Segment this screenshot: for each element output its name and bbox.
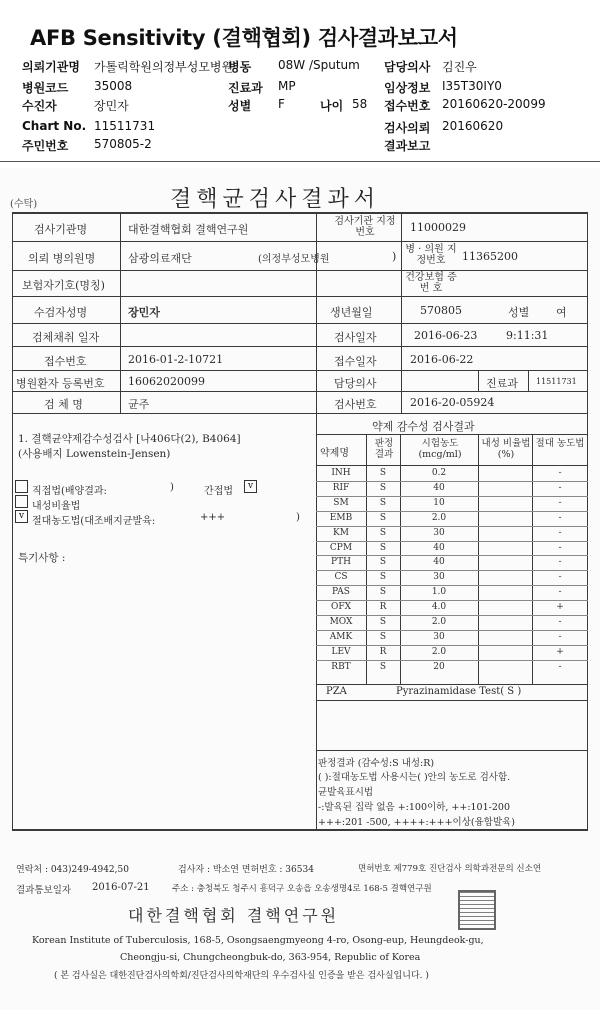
exam-no-value: 2016-20-05924	[410, 396, 495, 409]
sens-cell-result: S	[379, 572, 387, 583]
grid-line	[316, 700, 588, 701]
sens-cell-conc: 20	[433, 661, 445, 672]
req-hosp-label: 의뢰 병의원명	[28, 252, 96, 265]
sens-cell-drug: OFX	[330, 602, 352, 613]
grid-line	[12, 270, 588, 271]
clinical-label: 임상정보	[384, 81, 431, 95]
specialist-info: 면허번호 제779호 진단검사 의학과전문의 신소연	[358, 864, 542, 874]
sens-cell-drug: CS	[334, 572, 348, 583]
col-result: 판정 결과	[374, 438, 394, 460]
test-date-label: 검사일자	[334, 331, 377, 344]
ward-label: 병동	[228, 60, 252, 74]
hospital-value: 가톨릭학원의정부성모병원	[94, 60, 234, 74]
org-address-en-1: Korean Institute of Tuberculosis, 168-5, Osongsaengmyeong 4-ro, Osong-eup, Heungdeok-gu,	[32, 935, 484, 946]
lab-code-label: 검사기관 지정번호	[334, 216, 396, 238]
control-growth-value: +++	[200, 512, 226, 523]
grid-line	[401, 212, 402, 413]
grid-line	[478, 370, 479, 391]
official-seal-stamp	[458, 890, 496, 930]
ratio-method-checkbox	[15, 495, 28, 508]
sens-table-row	[316, 481, 588, 496]
form-doctor-label: 담당의사	[334, 377, 377, 390]
recv-date-label: 접수일자	[334, 355, 377, 368]
birth-label: 생년월일	[330, 306, 373, 319]
grid-line	[316, 555, 588, 556]
sens-cell-result: S	[379, 542, 387, 553]
sens-cell-drug: PAS	[332, 587, 350, 598]
sens-table-row	[316, 496, 588, 511]
form-dept-value: 11511731	[536, 377, 577, 386]
request-value: 20160620	[442, 119, 504, 133]
notes-label: 특기사항 :	[18, 552, 66, 564]
grid-line	[528, 370, 529, 391]
req-hosp-sub: (의정부성모병원	[258, 254, 330, 265]
sens-cell-abs: -	[558, 557, 562, 568]
recv-no-value: 2016-01-2-10721	[128, 353, 224, 366]
indirect-method-checkbox: v	[244, 480, 257, 493]
sens-table-row	[316, 660, 588, 675]
grid-line	[316, 526, 588, 527]
insured-label: 보험자기호(명칭)	[22, 279, 105, 292]
lab-code-value: 11000029	[410, 221, 466, 234]
age-label: 나이	[320, 99, 344, 113]
birth-value: 570805	[420, 304, 462, 317]
clinical-value: I35T30IY0	[442, 79, 502, 93]
hospital-label: 의뢰기관명	[22, 60, 80, 74]
examinee-label: 수검자성명	[34, 306, 88, 319]
sex-value: F	[278, 97, 285, 111]
contact-info: 연락처 : 043)249-4942,50	[16, 865, 129, 875]
patient-value: 장민자	[94, 99, 129, 113]
grid-line	[316, 684, 588, 685]
doctor-value: 김진우	[442, 60, 477, 74]
sens-test-line1: 1. 결핵균약제감수성검사 [나406다(2), B4064]	[18, 433, 241, 445]
dept-label: 진료과	[228, 81, 263, 95]
sens-table-row	[316, 511, 588, 526]
sens-test-line2: (사용배지 Lowenstein-Jensen)	[18, 448, 171, 460]
grid-line	[12, 391, 588, 392]
sens-cell-abs: -	[558, 497, 562, 508]
hospital-code-value: 35008	[94, 79, 133, 93]
legend-line5: +++:201 -500, ++++:+++이상(융합발육)	[318, 817, 516, 828]
sens-cell-conc: 30	[433, 631, 445, 642]
reception-label: 접수번호	[384, 99, 431, 113]
sens-table-title: 약제 감수성 검사결과	[372, 420, 475, 433]
sens-cell-drug: KM	[333, 527, 349, 538]
sens-cell-abs: -	[558, 587, 562, 598]
grid-line	[12, 296, 588, 297]
sens-cell-abs: -	[558, 631, 562, 642]
legend-line1: 판정결과 (감수성:S 내성:R)	[318, 758, 435, 769]
col-abs: 절대 농도법	[535, 438, 585, 449]
test-time-value: 9:11:31	[506, 329, 549, 342]
direct-method-close: )	[170, 482, 174, 493]
specimen-label: 검 체 명	[44, 398, 83, 411]
sex-label: 성별	[228, 99, 252, 113]
sens-cell-drug: INH	[331, 468, 351, 478]
sens-table-row	[316, 466, 588, 481]
lab-label: 검사기관명	[34, 223, 88, 236]
sens-cell-abs: -	[558, 617, 562, 627]
recv-date-value: 2016-06-22	[410, 353, 474, 366]
grid-line	[316, 750, 588, 751]
grid-line	[316, 630, 588, 631]
sens-cell-drug: EMB	[329, 512, 353, 523]
sens-cell-conc: 40	[433, 542, 445, 553]
legend-line3: 균발육표시법	[318, 787, 374, 798]
recv-no-label: 접수번호	[44, 355, 87, 368]
sens-cell-conc: 30	[433, 572, 445, 583]
sens-cell-abs: -	[558, 482, 562, 493]
grid-line	[316, 434, 588, 435]
report-title: AFB Sensitivity (결핵협회) 검사결과보고서	[30, 26, 458, 50]
sens-cell-result: S	[379, 631, 387, 642]
tester-info: 검사자 : 박소연 면허번호 : 36534	[178, 865, 314, 875]
sens-cell-conc: 4.0	[431, 602, 447, 613]
direct-method-checkbox	[15, 480, 28, 493]
header-divider	[0, 161, 600, 162]
absolute-method-checkbox: v	[15, 510, 28, 523]
sens-table-row	[316, 630, 588, 645]
patient-label: 수진자	[22, 99, 57, 113]
ward-value: 08W /Sputum	[278, 58, 360, 72]
sens-table-row	[316, 645, 588, 660]
hosp-code-value: 11365200	[462, 250, 518, 263]
sens-cell-conc: 1.0	[431, 587, 447, 598]
grid-line	[316, 615, 588, 616]
grid-line	[316, 541, 588, 542]
absolute-method-label: 절대농도법(대조배지균발육:	[32, 516, 156, 527]
certification-note: ( 본 검사실은 대한진단검사의학회/진단검사의학재단의 우수검사실 인증을 받은 검사실입니다. )	[54, 971, 429, 981]
sens-cell-abs: -	[558, 512, 562, 523]
test-date-value: 2016-06-23	[414, 329, 478, 342]
grid-line	[316, 600, 588, 601]
reg-no-value: 16062020099	[128, 375, 205, 388]
sens-cell-result: S	[379, 587, 387, 598]
sens-table-row	[316, 600, 588, 615]
form-dept-label: 진료과	[486, 377, 518, 390]
sens-cell-conc: 40	[433, 482, 445, 493]
direct-method-label: 직접법(배양결과:	[32, 486, 107, 497]
sens-cell-conc: 10	[433, 497, 445, 508]
org-name-ko: 대한결핵협회 결핵연구원	[128, 906, 340, 925]
col-conc: 시험농도 (mcg/ml)	[418, 438, 462, 460]
absolute-method-close: )	[296, 512, 300, 523]
grid-line	[316, 481, 588, 482]
sens-cell-result: S	[379, 497, 387, 508]
grid-line	[316, 645, 588, 646]
sens-table-row	[316, 555, 588, 570]
sens-cell-result: S	[379, 617, 387, 627]
insurance-no-label: 건강보험 증 번 호	[405, 272, 457, 294]
grid-line	[316, 496, 588, 497]
sens-cell-result: S	[379, 468, 387, 478]
reception-value: 20160620-20099	[442, 97, 546, 111]
sens-cell-drug: RBT	[331, 661, 351, 672]
request-label: 검사의뢰	[384, 121, 431, 135]
notify-label: 결과통보일자	[16, 885, 72, 896]
sens-cell-result: S	[379, 527, 387, 538]
sens-table-row	[316, 526, 588, 541]
sens-table-row	[316, 570, 588, 585]
receipt-mark: (수탁)	[10, 199, 38, 210]
age-value: 58	[352, 97, 368, 111]
sens-cell-drug: MOX	[329, 617, 353, 627]
sens-cell-abs: -	[558, 572, 562, 583]
address-ko: 주소 : 충청북도 청주시 흥덕구 오송읍 오송생명4로 168-5 결핵연구원	[172, 884, 432, 894]
sens-cell-drug: RIF	[332, 482, 350, 493]
sens-cell-result: R	[379, 646, 387, 657]
sens-cell-conc: 2.0	[431, 646, 447, 657]
pza-label: PZA	[326, 686, 347, 697]
chart-label: Chart No.	[22, 119, 87, 133]
resident-label: 주민번호	[22, 139, 69, 153]
collect-label: 검체채취 일자	[32, 331, 100, 344]
reg-no-label: 병원환자 등록번호	[16, 377, 105, 390]
req-hosp-value: 삼광의료재단	[128, 252, 192, 265]
ratio-method-label: 내성비율법	[32, 501, 81, 512]
chart-value: 11511731	[94, 119, 156, 133]
sens-cell-conc: 30	[433, 527, 445, 538]
sens-cell-drug: SM	[333, 497, 349, 508]
sens-cell-result: S	[379, 512, 387, 523]
grid-line	[12, 212, 13, 830]
sens-table-row	[316, 585, 588, 600]
grid-line	[316, 585, 588, 586]
sens-cell-abs: +	[556, 646, 564, 657]
notify-date: 2016-07-21	[92, 882, 150, 893]
sens-cell-abs: -	[558, 527, 562, 538]
grid-line	[12, 346, 588, 347]
col-ratio: 내성 비율법(%)	[481, 438, 531, 460]
sens-cell-abs: +	[556, 602, 564, 613]
sens-cell-drug: AMK	[329, 631, 353, 642]
specimen-value: 균주	[128, 398, 150, 411]
lab-value: 대한결핵협회 결핵연구원	[128, 223, 249, 236]
sens-cell-result: S	[379, 557, 387, 568]
sens-cell-result: S	[379, 661, 387, 672]
grid-line	[12, 323, 588, 324]
grid-line	[12, 413, 588, 414]
grid-line	[12, 212, 588, 214]
legend-line2: ( ):절대농도법 사용시는( )안의 농도로 검사함.	[318, 772, 511, 783]
sens-cell-result: R	[379, 602, 387, 613]
pza-value: Pyrazinamidase Test( S )	[396, 686, 522, 697]
grid-line	[316, 660, 588, 661]
org-address-en-2: Cheongju-si, Chungcheongbuk-do, 363-954, Republic of Korea	[120, 952, 421, 963]
sens-cell-abs: -	[558, 542, 562, 553]
indirect-method-label: 간접법	[204, 486, 233, 497]
report-label: 결과보고	[384, 139, 431, 153]
sex-form-label: 성별	[508, 306, 530, 319]
doctor-label: 담당의사	[384, 60, 431, 74]
form-title: 결핵균검사결과서	[170, 187, 381, 212]
grid-line	[120, 212, 121, 413]
grid-line	[12, 370, 588, 371]
col-drug: 약제명	[320, 448, 349, 459]
sens-cell-conc: 40	[433, 557, 445, 568]
grid-line	[316, 511, 588, 512]
sens-cell-conc: 2.0	[431, 617, 447, 627]
grid-line	[12, 241, 588, 242]
req-hosp-close: )	[392, 250, 397, 263]
sens-cell-result: S	[379, 482, 387, 493]
grid-line	[12, 829, 588, 831]
sens-cell-drug: CPM	[329, 542, 353, 553]
sens-cell-conc: 0.2	[431, 468, 447, 478]
hospital-code-label: 병원코드	[22, 81, 69, 95]
sens-cell-abs: -	[558, 661, 562, 672]
sens-cell-abs: -	[558, 468, 562, 478]
scanned-form	[0, 168, 600, 1010]
sex-form-value: 여	[556, 306, 567, 319]
grid-line	[316, 570, 588, 571]
examinee-value: 장민자	[128, 306, 160, 319]
sens-cell-conc: 2.0	[431, 512, 447, 523]
sens-cell-drug: PTH	[331, 557, 351, 568]
sens-cell-drug: LEV	[331, 646, 351, 657]
dept-value: MP	[278, 79, 296, 93]
hosp-code-label: 병 · 의원 지정번호	[405, 244, 457, 266]
resident-value: 570805-2	[94, 137, 152, 151]
exam-no-label: 검사번호	[334, 398, 377, 411]
legend-line4: -:발육된 집락 없음 +:100이하, ++:101-200	[318, 802, 510, 813]
sens-table-row	[316, 541, 588, 556]
sens-table-row	[316, 615, 588, 630]
